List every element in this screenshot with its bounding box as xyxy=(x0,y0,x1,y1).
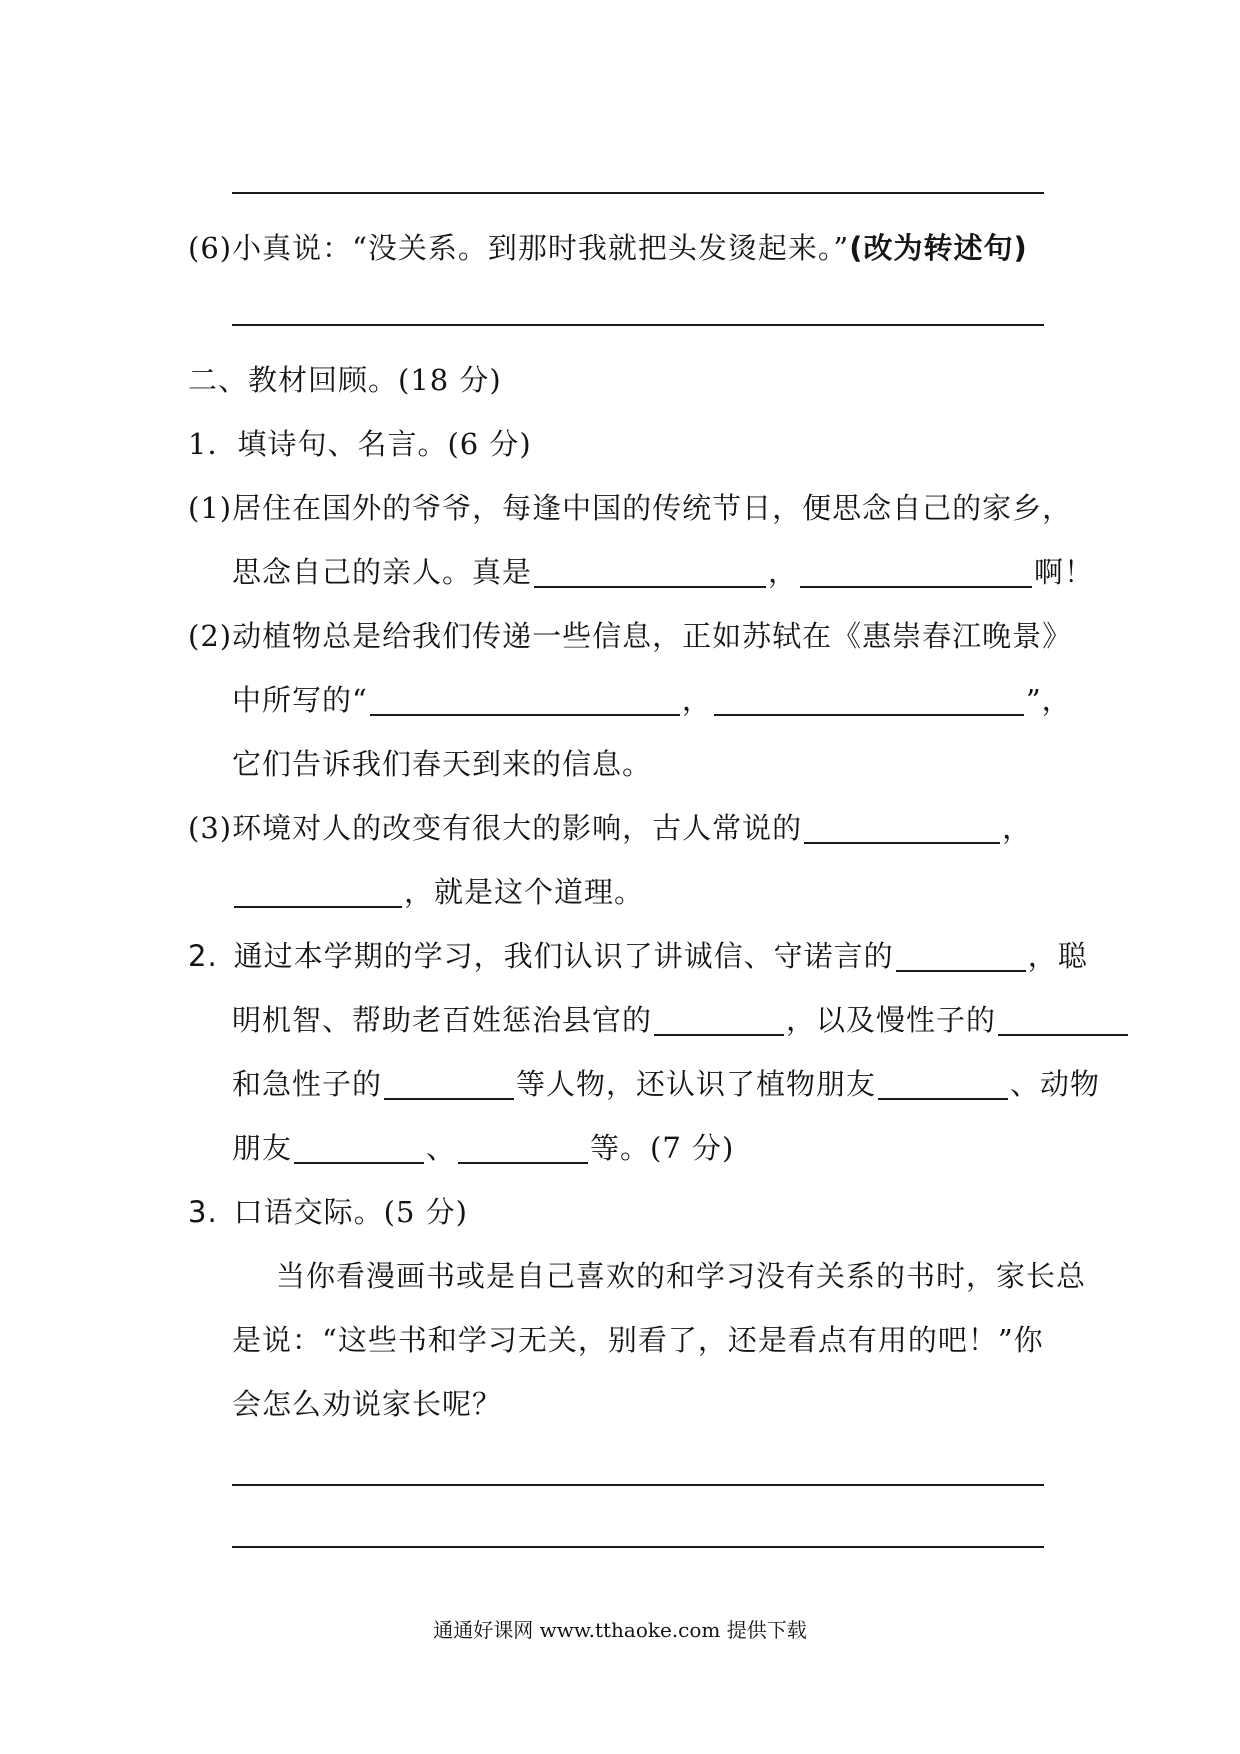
text-segment: ， xyxy=(768,555,799,589)
q2-line3 xyxy=(232,1064,1100,1104)
q1-p2-line2 xyxy=(232,680,1072,720)
fill-blank[interactable] xyxy=(370,684,680,716)
q1-p2-line3: 它们告诉我们春天到来的信息。 xyxy=(232,747,653,781)
q3-para-line2: 是说：“这些书和学习无关，别看了，还是看点有用的吧！”你 xyxy=(232,1323,1044,1357)
q3-para-line1: 当你看漫画书或是自己喜欢的和学习没有关系的书时，家长总 xyxy=(276,1259,1087,1293)
text-segment: 口语交际。(5 分) xyxy=(233,1195,468,1229)
q2-line1 xyxy=(188,936,1088,976)
q3-para-line3: 会怎么劝说家长呢？ xyxy=(232,1387,503,1421)
answer-line xyxy=(232,192,1044,194)
text-segment: 通过本学期的学习，我们认识了讲诚信、守诺言的 xyxy=(233,939,894,973)
fill-blank[interactable] xyxy=(998,1004,1128,1036)
q6-text xyxy=(188,228,1028,268)
text-segment: 和急性子的 xyxy=(232,1067,383,1101)
fill-blank[interactable] xyxy=(458,1132,588,1164)
q6-instruction: (改为转述句) xyxy=(849,231,1028,265)
text-segment: ， xyxy=(1002,811,1033,845)
text-segment: ，聪 xyxy=(1027,939,1088,973)
footer-text: 通通好课网 www.tthaoke.com 提供下载 xyxy=(433,1618,807,1642)
text-segment: 朋友 xyxy=(232,1131,293,1165)
q2-number: 2. xyxy=(188,939,218,973)
fill-blank[interactable] xyxy=(878,1068,1008,1100)
fill-blank[interactable] xyxy=(384,1068,514,1100)
q1-p2-line1: (2)动植物总是给我们传递一些信息，正如苏轼在《惠崇春江晚景》 xyxy=(188,619,1073,653)
fill-blank[interactable] xyxy=(294,1132,424,1164)
text-segment: 等。(7 分) xyxy=(590,1131,735,1165)
text-segment: 、 xyxy=(426,1131,457,1165)
text-segment: ，以及慢性子的 xyxy=(786,1003,997,1037)
text-segment: 等人物，还认识了植物朋友 xyxy=(516,1067,877,1101)
text-segment: ”， xyxy=(1025,683,1072,717)
q3-number: 3. xyxy=(188,1195,218,1229)
q1-p1-line1: (1)居住在国外的爷爷，每逢中国的传统节日，便思念自己的家乡， xyxy=(188,491,1073,525)
q1-p3-line2 xyxy=(232,872,644,912)
section-title: 二、教材回顾。(18 分) xyxy=(188,363,502,397)
text-segment: 思念自己的亲人。真是 xyxy=(232,555,533,589)
q2-line4 xyxy=(232,1128,734,1168)
q3-title xyxy=(188,1192,468,1232)
answer-line[interactable] xyxy=(232,1484,1044,1486)
fill-blank[interactable] xyxy=(800,556,1032,588)
q1-title: 1．填诗句、名言。(6 分) xyxy=(188,427,532,461)
q6-label: (6)小真说：“没关系。到那时我就把头发烫起来。” xyxy=(188,231,850,265)
fill-blank[interactable] xyxy=(896,940,1026,972)
text-segment: ， xyxy=(681,683,712,717)
text-segment: (3)环境对人的改变有很大的影响，古人常说的 xyxy=(188,811,803,845)
text-segment: 明机智、帮助老百姓惩治县官的 xyxy=(232,1003,653,1037)
fill-blank[interactable] xyxy=(234,876,402,908)
text-segment: 啊！ xyxy=(1034,555,1095,589)
text-segment: 、动物 xyxy=(1010,1067,1101,1101)
q1-p3-line1 xyxy=(188,808,1032,848)
answer-line[interactable] xyxy=(232,1546,1044,1548)
answer-line xyxy=(232,324,1044,326)
q2-line2 xyxy=(232,1000,1130,1040)
text-segment: ，就是这个道理。 xyxy=(404,875,645,909)
fill-blank[interactable] xyxy=(714,684,1024,716)
text-segment: 中所写的“ xyxy=(232,683,368,717)
q1-p1-line2 xyxy=(232,552,1094,592)
fill-blank[interactable] xyxy=(534,556,766,588)
fill-blank[interactable] xyxy=(654,1004,784,1036)
fill-blank[interactable] xyxy=(804,812,1000,844)
